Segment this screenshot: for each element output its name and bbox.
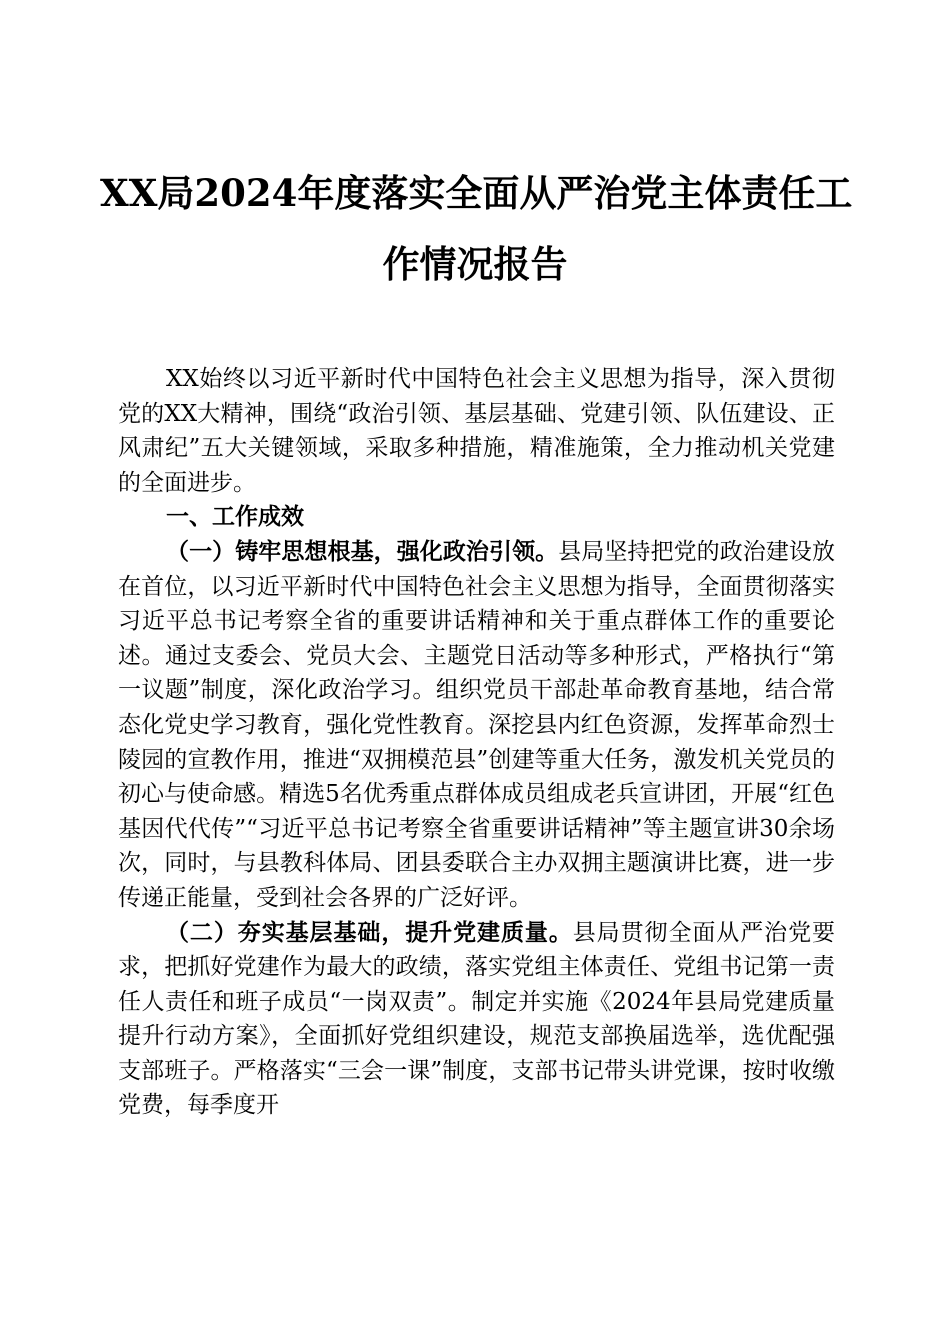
document-body: [118, 362, 835, 1123]
section-heading-work-results: 一、工作成效: [166, 504, 304, 531]
item-1-paragraph: [118, 535, 835, 916]
intro-paragraph: XX始终以习近平新时代中国特色社会主义思想为指导，深入贯彻党的XX大精神，围绕“政治引领、基层基础、党建引领、队伍建设、正风肃纪”五大关键领域，采取多种措施，精准施策，全力推动机关党建的全面进步。: [118, 366, 835, 496]
item-1-lead: （一）铸牢思想根基，强化政治引领。: [166, 537, 559, 565]
item-2-body: 县局贯彻全面从严治党要求，把抓好党建作为最大的政绩，落实党组主体责任、党组书记第一责任人责任和班子成员“一岗双责”。制定并实施《2024年县局党建质量提升行动方案》，全面抓好党组织建设，规范支部换届选举，选优配强支部班子。严格落实“三会一课”制度，支部书记带头讲党课，按时收缴党费，每季度开: [118, 919, 836, 1119]
document-title-line-1: XX局2024年度落实全面从严治党主体责任工: [100, 171, 853, 215]
item-1-body: 县局坚持把党的政治建设放在首位，以习近平新时代中国特色社会主义思想为指导，全面贯彻落实习近平总书记考察全省的重要讲话精神和关于重点群体工作的重要论述。通过支委会、党员大会、主题党日活动等多种形式，严格执行“第一议题”制度，深化政治学习。组织党员干部赴革命教育基地，结合常态化党史学习教育，强化党性教育。深挖县内红色资源，发挥革命烈士陵园的宣教作用，推进“双拥模范县”创建等重大任务，激发机关党员的初心与使命感。精选5名优秀重点群体成员组成老兵宣讲团，开展“红色基因代代传”“习近平总书记考察全省重要讲话精神”等主题宣讲30余场次，同时，与县教科体局、团县委联合主办双拥主题演讲比赛，进一步传递正能量，受到社会各界的广泛好评。: [118, 538, 836, 911]
item-2-paragraph: [118, 916, 835, 1124]
document-title-line-2: 作情况报告: [382, 242, 568, 286]
item-2-lead: （二）夯实基层基础，提升党建质量。: [166, 918, 573, 946]
